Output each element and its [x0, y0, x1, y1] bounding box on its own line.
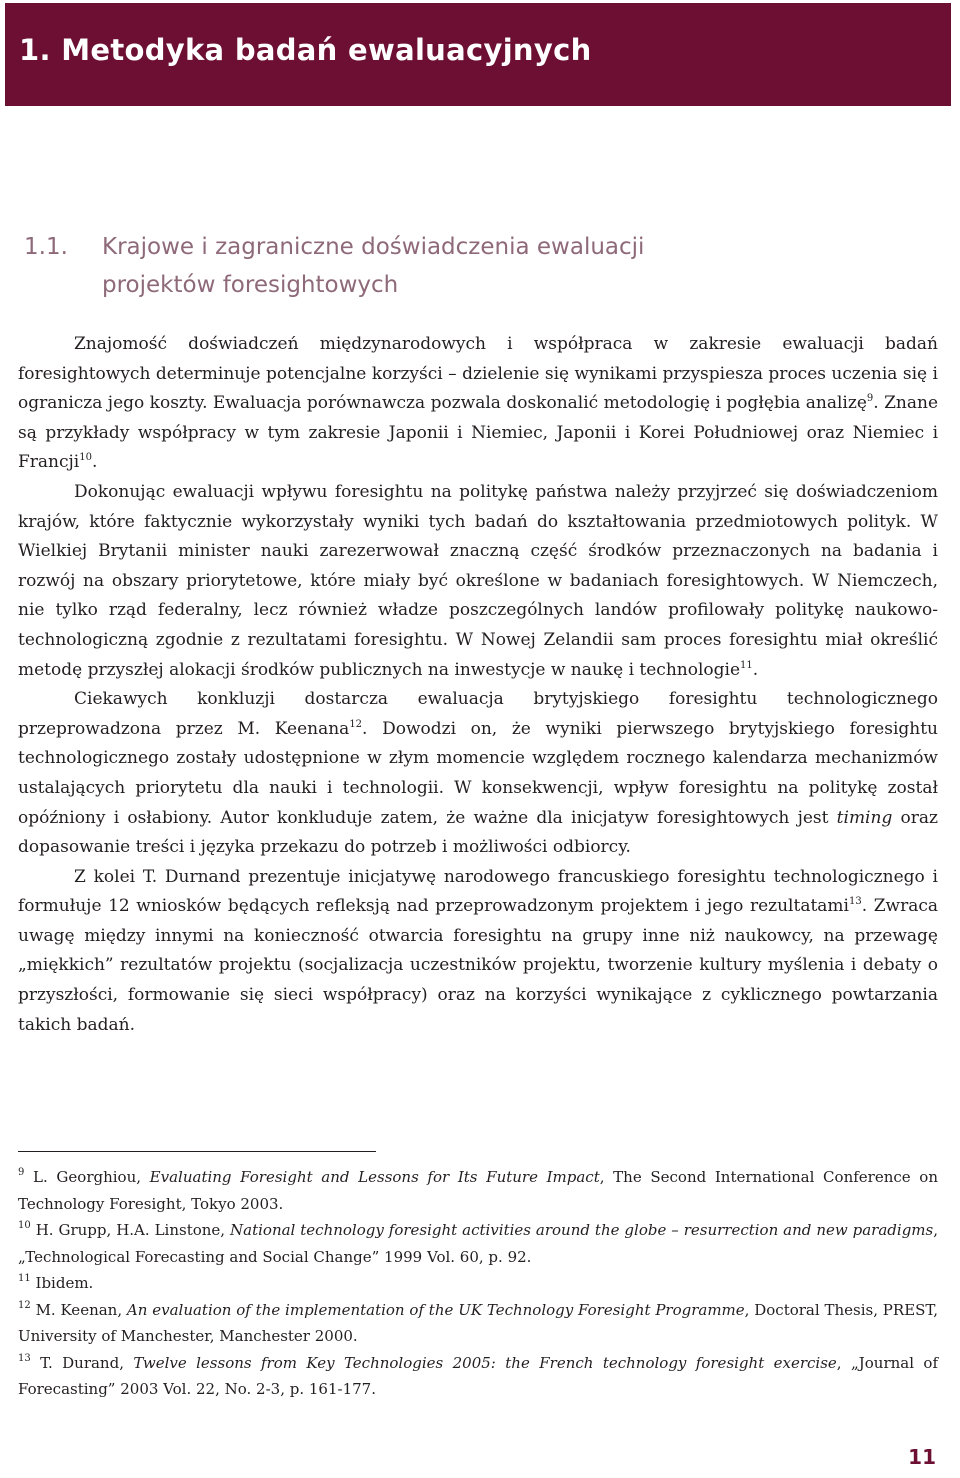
paragraph-text: . Zwraca uwagę między innymi na konieczność otwarcia foresightu na grupy inne niż naukowcy, na przewagę „miękkich” rezultatów projektu (socjalizacja uczestników projektu, tworzenie kultury myślenia i debaty o przyszłości, formowanie się sieci współpracy) oraz na korzyści wynikające z cyklicznego powtarzania takich badań.	[18, 896, 938, 1035]
chapter-header-bar	[5, 3, 951, 106]
page-number: 11	[908, 1445, 936, 1469]
footnote-number: 12	[18, 1299, 31, 1311]
footnote-text: Ibidem.	[35, 1274, 94, 1292]
section-title-line2: projektów foresightowych	[102, 272, 399, 298]
footnote-number: 11	[18, 1273, 31, 1284]
footnote-title: Evaluating Foresight and Lessons for Its Future Impact	[149, 1168, 600, 1186]
footnote-divider	[18, 1151, 376, 1152]
footnote-item	[18, 1297, 938, 1350]
paragraph-text: .	[752, 659, 759, 680]
footnote-item	[18, 1217, 938, 1270]
footnote-title: National technology foresight activities around the globe – resurrection and new paradigms	[230, 1221, 934, 1239]
paragraph-text: .	[91, 452, 98, 473]
paragraph-3	[18, 685, 938, 863]
footnote-text: T. Durand,	[40, 1353, 134, 1372]
paragraph-text: . Znane są przykłady współpracy w tym zakresie Japonii i Niemiec, Japonii i Korei Południowej oraz Niemiec i Francji	[18, 393, 938, 473]
paragraph-text: oraz dopasowanie treści i języka przekazu do potrzeb i możliwości odbiorcy.	[18, 807, 939, 858]
footnote-ref-9: 9	[866, 393, 874, 405]
section-title-line1: Krajowe i zagraniczne doświadczenia ewaluacji	[102, 234, 645, 260]
footnote-text: , Doctoral Thesis, PREST, University of Manchester, Manchester 2000.	[18, 1300, 938, 1345]
footnote-number: 10	[18, 1220, 31, 1231]
emphasis-text: timing	[836, 807, 893, 828]
footnote-text: L. Georghiou,	[33, 1168, 150, 1186]
paragraph-text: Z kolei T. Durnand prezentuje inicjatywę narodowego francuskiego foresightu technologicznego i formułuje 12 wniosków będących refleksją nad przeprowadzonym projektem i jego rezultatami	[18, 866, 938, 917]
paragraph-text: Znajomość doświadczeń międzynarodowych i współpraca w zakresie ewaluacji badań foresightowych determinuje potencjalne korzyści – dzielenie się wynikami przyspiesza proces uczenia się i ogranicza jego koszty. Ewaluacja porównawcza pozwala doskonalić metodologię i pogłębia analizę	[18, 334, 938, 414]
paragraph-4	[18, 863, 938, 1041]
footnote-text: , The Second International Conference on Technology Foresight, Tokyo 2003.	[18, 1168, 938, 1213]
section-number: 1.1.	[24, 234, 68, 260]
paragraph-text: . Dowodzi on, że wyniki pierwszego brytyjskiego foresightu technologicznego zostały udostępnione w złym momencie względem rocznego kalendarza mechanizmów ustalających priorytetu dla nauki i technologii. W konsekwencji, wpływ foresightu na politykę został opóźniony i osłabiony. Autor konkluduje zatem, że ważne dla inicjatyw foresightowych jest	[18, 718, 938, 828]
footnote-number: 13	[18, 1352, 31, 1364]
paragraph-1	[18, 330, 938, 478]
footnote-item	[18, 1164, 938, 1217]
footnote-text: , „Journal of Forecasting” 2003 Vol. 22, No. 2-3, p. 161-177.	[18, 1353, 939, 1398]
chapter-title: 1. Metodyka badań ewaluacyjnych	[19, 33, 592, 67]
footnote-text: M. Keenan,	[35, 1300, 127, 1319]
footnote-item	[18, 1270, 938, 1297]
footnote-ref-13: 13	[848, 896, 862, 908]
footnote-text: , „Technological Forecasting and Social Change” 1999 Vol. 60, p. 92.	[18, 1221, 939, 1266]
paragraph-text: Dokonując ewaluacji wpływu foresightu na politykę państwa należy przyjrzeć się doświadczeniom krajów, które faktycznie wykorzystały wyniki tych badań do kształtowania przedmiotowych polityk. W Wielkiej Brytanii minister nauki zarezerwował znaczną część środków przeznaczonych na badania i rozwój na obszary priorytetowe, które miały być określone w badaniach foresightowych. W Niemczech, nie tylko rząd federalny, lecz również władze poszczególnych landów profilowały politykę naukowo-technologiczną zgodnie z rezultatami foresightu. W Nowej Zelandii sam proces foresightu miał określić metodę przyszłej alokacji środków publicznych na inwestycje w naukę i technologie	[18, 481, 938, 680]
footnote-number: 9	[18, 1167, 25, 1178]
footnote-ref-11: 11	[740, 659, 753, 671]
footnotes	[18, 1164, 938, 1403]
footnote-item	[18, 1350, 938, 1403]
paragraph-text: Ciekawych konkluzji dostarcza ewaluacja brytyjskiego foresightu technologicznego przeprowadzona przez M. Keenana	[18, 689, 938, 739]
footnote-title: Twelve lessons from Key Technologies 2005: the French technology foresight exercise	[133, 1353, 837, 1372]
body-text	[18, 330, 938, 1040]
footnote-ref-12: 12	[349, 718, 363, 730]
footnote-title: An evaluation of the implementation of the UK Technology Foresight Programme	[126, 1300, 745, 1319]
paragraph-2	[18, 478, 938, 685]
section-heading	[24, 228, 924, 304]
footnote-text: H. Grupp, H.A. Linstone,	[35, 1221, 231, 1239]
footnote-ref-10: 10	[79, 452, 92, 464]
